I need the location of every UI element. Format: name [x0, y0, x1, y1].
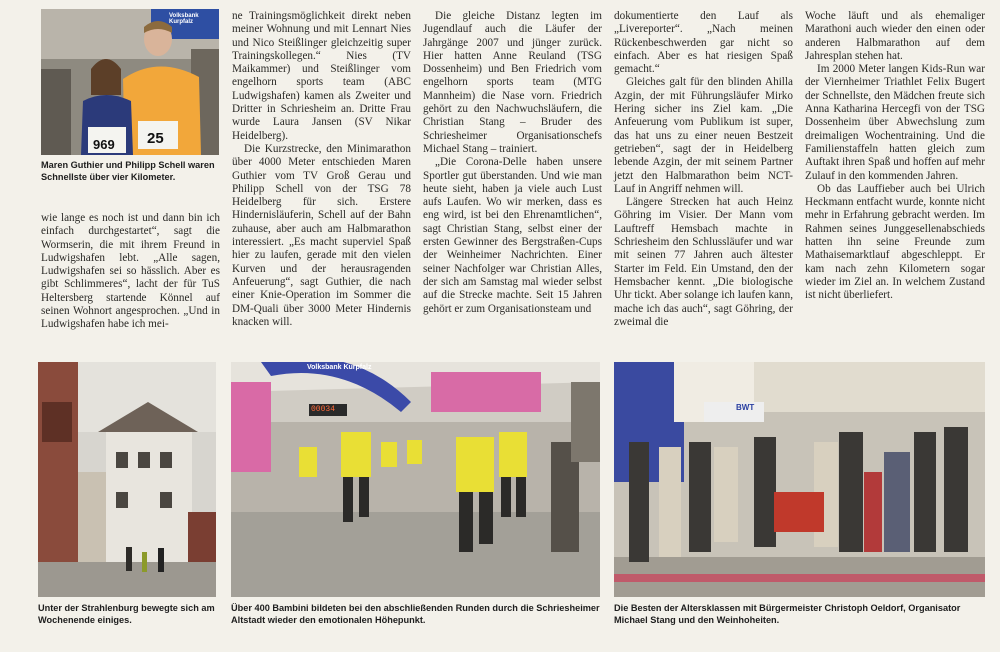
- photo-caption-old-town: Unter der Strahlenburg bewegte sich am Wochenende einiges.: [38, 603, 215, 625]
- column-3-paragraph-2: „Die Corona-Delle haben unsere Sportler gut überstanden. Und wie man heute sieht, haben ja viele auch Lust aufs Laufen. Wo wir merken, dass es eng wird, ist bei den Ehrenamtlichen“, sagt Christian Stang, selbst einer der ersten Gewinner des Bergstraßen-Cups der Weinheimer Nachrichten. Einer seiner Nachfolger war Christian Alles, der sich am Samstag mal wieder selbst auf die Strecke machte. Seit 15 Jahren gehört er zum Organisationsteam und: [423, 156, 602, 315]
- article-column-5: [805, 10, 985, 303]
- article-column-2: [232, 10, 411, 329]
- bwt-banner-text: BWT: [736, 403, 755, 412]
- runners-photo: [41, 9, 219, 155]
- banner-text: Volksbank Kurpfalz: [307, 364, 372, 371]
- column-4-paragraph-3: Längere Strecken hat auch Heinz Göhring im Visier. Der Mann vom Lauftreff Hemsbach machte in Schriesheim den Schlussläufer und war mit seinen 77 Jahren auch ältester Starter im Feld. Ein Umstand, den der Hemsbacher kennt. „Die biologische Uhr tickt. Aber solange ich laufen kann, mache ich das auch“, sagt Göhring, der zweimal die: [614, 196, 793, 328]
- article-column-3: [423, 10, 602, 316]
- column-3-paragraph-1: Die gleiche Distanz legten im Jugendlauf auch die Läufer der Jahrgänge 2007 und jünger zurück. Hier hatten Anne Reuland (TSG Dossenheim) und Ben Friedrich vom engelhorn sports team (MTG Mannheim) die Nase vorn. Friedrich gehört zu den Nachwuchsläufern, die Christian Stang – Bruder des Schriesheimer Organisationschefs Michael Stang – trainiert.: [423, 10, 602, 155]
- article-column-1: [41, 212, 220, 332]
- photo-caption-winners: Die Besten der Altersklassen mit Bürgermeister Christoph Oeldorf, Organisator Michael Stang und den Weinhoheiten.: [614, 603, 961, 625]
- column-5-paragraph-3: Ob das Lauffieber auch bei Ulrich Heckmann entfacht wurde, konnte nicht mehr in Erfahrung gebracht werden. Im Rahmen seines Junggesellenabschieds hatten ihn seine Freunde zum Mathaisemarktlauf abgeschleppt. Er kam nach zehn Kilometern sogar wieder im Ziel an. In welchem Zustand ist nicht überliefert.: [805, 182, 985, 302]
- column-1-paragraph: wie lange es noch ist und dann bin ich einfach durchgestartet“, sagt die Wormserin, die mit ihrem Freund in Ludwigshafen lebt. „Alle sagen, Ludwigshafen sei so hässlich. Aber es gibt Schlimmeres“, lacht der für TuS Heltersberg startende Könnel auf seinen Wohnort angesprochen. „Und in Ludwigshafen habe ich mei-: [41, 212, 220, 331]
- column-2-paragraph-2: Die Kurzstrecke, den Minimarathon über 4000 Meter entschieden Maren Guthier vom TV Groß Gerau und Philipp Schell von der TSG 78 Heidelberg für sich. Erstere Hindernisläuferin, Schell auf der Bahn zuhause, aber auch am Halbmarathon interessiert. „Es macht superviel Spaß hier zu laufen, gerade mit den vielen Kurven und der herausragenden Anfeuerung“, sagt Guthier, die nach einer Knie-Operation im Sommer die DM-Quali über 3000 Meter Hindernis knacken will.: [232, 142, 411, 328]
- old-town-street-photo: [38, 362, 216, 597]
- column-2-paragraph-1: ne Trainingsmöglichkeit direkt neben meiner Wohnung und mit Lennart Nies und Nico Steißlinger gleichzeitig super Trainingskollegen.“ Nies (TV Maikammer) und Steißlinger vom engelhorn sports team (ABC Ludwigshafen) kamen als Zweiter und Dritter in Schriesheim an. Dritte Frau wurde Laura Jansen (SV Nikar Heidelberg).: [232, 10, 411, 142]
- bib-number-left: 969: [93, 137, 115, 152]
- article-column-4: [614, 10, 793, 329]
- column-5-paragraph-1: Woche läuft und als ehemaliger Marathoni auch wieder den einen oder anderen Halbmarathon auf dem Jahresplan stehen hat.: [805, 10, 985, 62]
- column-4-paragraph-1: dokumentierte den Lauf als „Livereporter“. „Nach meinen Rückenbeschwerden gar nicht so einfach. Aber es hat riesigen Spaß gemacht.“: [614, 10, 793, 76]
- race-clock: 00034: [311, 405, 336, 414]
- column-5-paragraph-2: Im 2000 Meter langen Kids-Run war der Viernheimer Triathlet Felix Bugert der Schnellste, den Mädchen freute sich Anna Katharina Hercegfi von der TSG Dossenheim über Abwechslung zum dreimaligen Wochentraining. Und die Familienstaffeln hatten gleich zum Auftakt ihren Spaß und hoffen auf mehr Zulauf in den kommenden Jahren.: [805, 63, 985, 182]
- column-4-paragraph-2: Gleiches galt für den blinden Ahilla Azgin, der mit Führungsläufer Mirko Hering sicher ins Ziel kam. „Die Anfeuerung vom Publikum ist super, das hat uns zu einer neuen Bestzeit getrieben“, sagt der in Heidelberg lebende Azgin, der mit seinem Partner jetzt den Halbmarathon beim NCT-Lauf in Angriff nehmen will.: [614, 76, 793, 195]
- photo-caption-runners: Maren Guthier und Philipp Schell waren Schnellste über vier Kilometer.: [41, 160, 215, 182]
- winners-group-photo: [614, 362, 985, 597]
- photo-caption-bambini: Über 400 Bambini bildeten bei den abschließenden Runden durch die Schriesheimer Altstadt wieder den emotionalen Höhepunkt.: [231, 603, 600, 625]
- bambini-run-photo: [231, 362, 600, 597]
- sponsor-banner-text: Volksbank Kurpfalz: [169, 13, 199, 25]
- bib-number-right: 25: [147, 130, 164, 147]
